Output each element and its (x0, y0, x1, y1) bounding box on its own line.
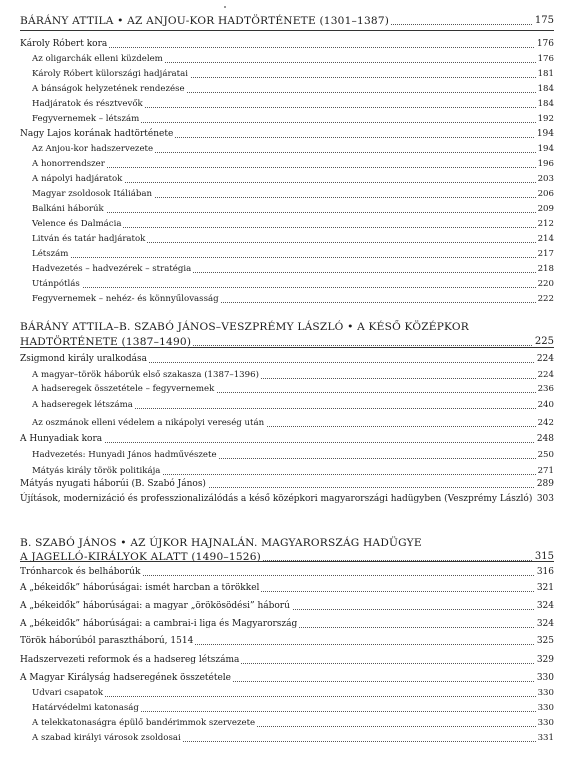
toc-entry-title: A szabad királyi városok zsoldosai (32, 733, 181, 743)
toc-entry-page: 206 (537, 189, 554, 199)
toc-entry-page: 248 (536, 434, 554, 444)
toc-entry-title: Hadjáratok és résztvevők (32, 99, 143, 109)
leader-dots (36, 257, 550, 258)
toc-entry-page: 184 (537, 84, 554, 94)
toc-entry-title: A „békeidők” háborúságai: ismét harcban a törökkel (20, 583, 260, 593)
toc-entry-page: 194 (537, 144, 554, 154)
toc-entry-title: Zsigmond király uralkodása (20, 354, 148, 364)
toc-entry-title: Hadvezetés: Hunyadi János hadművészete (32, 450, 217, 460)
toc-entry-page: 242 (537, 418, 554, 428)
toc-entry (0, 432, 572, 446)
toc-entry-page: 212 (537, 219, 554, 229)
toc-entry-title: A hadseregek összetétele – fegyvernemek (32, 384, 215, 394)
toc-entry-page: 218 (537, 264, 554, 274)
toc-entry-title: Fegyvernemek – létszám (32, 114, 140, 124)
toc-entry-title: A „békeidők” háborúságai: a cambrai-i liga és Magyarország (20, 619, 298, 629)
toc-entry-title: Hadszervezeti reformok és a hadsereg létszáma (20, 655, 240, 665)
leader-dots (36, 167, 550, 168)
toc-entry-title: Velence és Dalmácia (32, 219, 122, 229)
leader-dots (36, 212, 550, 213)
toc-entry (0, 398, 572, 412)
toc-entry-page: 330 (536, 673, 554, 683)
section-rule (20, 347, 554, 348)
toc-entry-page: 315 (534, 551, 554, 562)
toc-entry-title: B. SZABÓ JÁNOS • AZ ÚJKOR HAJNALÁN. MAGYARORSZÁG HADÜGYE (20, 537, 422, 549)
leader-dots (36, 287, 550, 288)
toc-entry (0, 653, 572, 667)
toc-entry (0, 731, 572, 745)
leader-dots (36, 696, 550, 697)
toc-entry-page: 176 (537, 54, 554, 64)
toc-entry (0, 617, 572, 631)
toc-entry (0, 67, 572, 81)
toc-entry-title: HADTÖRTÉNETE (1387–1490) (20, 336, 192, 348)
toc-entry-page: 324 (536, 601, 554, 611)
toc-entry-title: BÁRÁNY ATTILA–B. SZABÓ JÁNOS–VESZPRÉMY LÁSZLÓ • A KÉSŐ KÖZÉPKOR (20, 321, 469, 333)
toc-entry (0, 536, 572, 550)
toc-entry-title: Török háborúból parasztháború, 1514 (20, 636, 194, 646)
toc-entry (0, 716, 572, 730)
toc-entry (0, 599, 572, 613)
toc-entry (0, 634, 572, 648)
toc-entry-page: 236 (537, 384, 554, 394)
toc-entry-page: 224 (536, 354, 554, 364)
toc-entry-page: 330 (537, 703, 554, 713)
toc-entry (0, 477, 572, 491)
toc-entry-page: 209 (537, 204, 554, 214)
toc-entry (0, 157, 572, 171)
toc-entry (0, 581, 572, 595)
toc-entry-title: A Hunyadiak kora (20, 434, 103, 444)
toc-entry-title: Mátyás király török politikája (32, 466, 161, 476)
toc-entry-title: A bánságok helyzetének rendezése (32, 84, 185, 94)
toc-entry-page: 330 (537, 718, 554, 728)
toc-entry-title: A „békeidők” háborúságai: a magyar „örökösödési” háború (20, 601, 290, 611)
toc-entry (0, 565, 572, 579)
toc-entry-page: 203 (537, 174, 554, 184)
toc-entry-title: Az oligarchák elleni küzdelem (32, 54, 163, 64)
toc-entry-title: Hadvezetés – hadvezérek – stratégia (32, 264, 192, 274)
toc-entry-page: 330 (537, 688, 554, 698)
toc-entry-page: 271 (537, 466, 554, 476)
toc-entry-page: 181 (537, 69, 554, 79)
toc-entry-page: 329 (536, 655, 554, 665)
toc-entry (0, 382, 572, 396)
toc-entry (0, 217, 572, 231)
toc-entry-title: Határvédelmi katonaság (32, 703, 139, 713)
toc-entry (0, 701, 572, 715)
toc-entry-page: 176 (536, 39, 554, 49)
toc-entry (0, 97, 572, 111)
toc-entry-page: 222 (537, 294, 554, 304)
toc-entry-page: 220 (537, 279, 554, 289)
toc-entry-title: Fegyvernemek – nehéz- és könnyűlovasság (32, 294, 219, 304)
toc-entry-page: 217 (537, 249, 554, 259)
toc-entry (0, 247, 572, 261)
toc-entry (0, 352, 572, 366)
toc-entry (0, 14, 572, 28)
toc-entry (0, 464, 572, 478)
toc-entry-page: 321 (536, 583, 554, 593)
toc-entry-page: 303 (536, 494, 554, 504)
toc-entry (0, 202, 572, 216)
toc-entry-title: A telekkatonaságra épülő bandérimmok szervezete (32, 718, 256, 728)
toc-entry-page: 289 (536, 479, 554, 489)
toc-entry-title: Az oszmánok elleni védelem a nikápolyi vereség után (32, 418, 265, 428)
toc-entry-page: 250 (537, 450, 554, 460)
toc-entry (0, 492, 572, 506)
toc-entry (0, 172, 572, 186)
toc-entry-title: Az Anjou-kor hadszervezete (32, 144, 154, 154)
toc-entry-title: A magyar–török háborúk első szakasza (1387–1396) (32, 370, 259, 380)
toc-entry-title: Mátyás nyugati háborúi (B. Szabó János) (20, 479, 206, 489)
toc-entry-title: Udvari csapatok (32, 688, 104, 698)
toc-entry-title: Károly Róbert kora (20, 39, 108, 49)
toc-entry-title: BÁRÁNY ATTILA • AZ ANJOU-KOR HADTÖRTÉNETE (1301–1387) (20, 15, 390, 27)
toc-entry (0, 142, 572, 156)
toc-entry (0, 52, 572, 66)
toc-entry-title: Nagy Lajos korának hadtörténete (20, 129, 174, 139)
toc-entry (0, 368, 572, 382)
toc-entry-page: 192 (537, 114, 554, 124)
print-speck (224, 6, 226, 8)
toc-entry-page: 225 (534, 336, 554, 347)
toc-entry-title: Károly Róbert külországi hadjáratai (32, 69, 189, 79)
toc-entry (0, 320, 572, 334)
toc-entry-page: 224 (537, 370, 554, 380)
toc-entry (0, 262, 572, 276)
toc-entry-page: 194 (536, 129, 554, 139)
toc-entry-title: Utánpótlás (32, 279, 80, 289)
toc-entry (0, 277, 572, 291)
toc-entry-page: 331 (537, 733, 554, 743)
toc-entry (0, 82, 572, 96)
toc-entry (0, 112, 572, 126)
toc-entry-title: A hadseregek létszáma (32, 400, 133, 410)
toc-entry-title: Balkáni háborúk (32, 204, 104, 214)
toc-entry-page: 214 (537, 234, 554, 244)
toc-entry-title: A nápolyi hadjáratok (32, 174, 123, 184)
toc-entry-title: Trónharcok és belháborúk (20, 567, 141, 577)
toc-entry-title: A JAGELLÓ-KIRÁLYOK ALATT (1490–1526) (20, 551, 262, 563)
toc-entry-page: 324 (536, 619, 554, 629)
toc-entry (0, 37, 572, 51)
toc-entry (0, 232, 572, 246)
toc-entry-title: Magyar zsoldosok Itáliában (32, 189, 153, 199)
toc-entry-title: Létszám (32, 249, 69, 259)
toc-entry (0, 671, 572, 685)
section-rule (20, 30, 554, 31)
toc-entry (0, 416, 572, 430)
toc-entry (0, 686, 572, 700)
toc-entry-page: 325 (536, 636, 554, 646)
toc-entry (0, 292, 572, 306)
toc-entry-page: 316 (536, 567, 554, 577)
toc-entry-page: 175 (534, 15, 554, 26)
toc-entry-page: 184 (537, 99, 554, 109)
toc-entry-title: A Magyar Királyság hadseregének összetétele (20, 673, 231, 683)
toc-entry-title: Litván és tatár hadjáratok (32, 234, 146, 244)
toc-entry-title: A honorrendszer (32, 159, 105, 169)
toc-entry (0, 127, 572, 141)
toc-entry (0, 448, 572, 462)
toc-entry-title: Újítások, modernizáció és professzionalizálódás a késő középkori magyarországi hadügyben (Veszprémy László) (20, 494, 533, 504)
toc-entry-page: 240 (537, 400, 554, 410)
section-rule (20, 561, 554, 562)
toc-entry-page: 196 (537, 159, 554, 169)
toc-entry (0, 187, 572, 201)
